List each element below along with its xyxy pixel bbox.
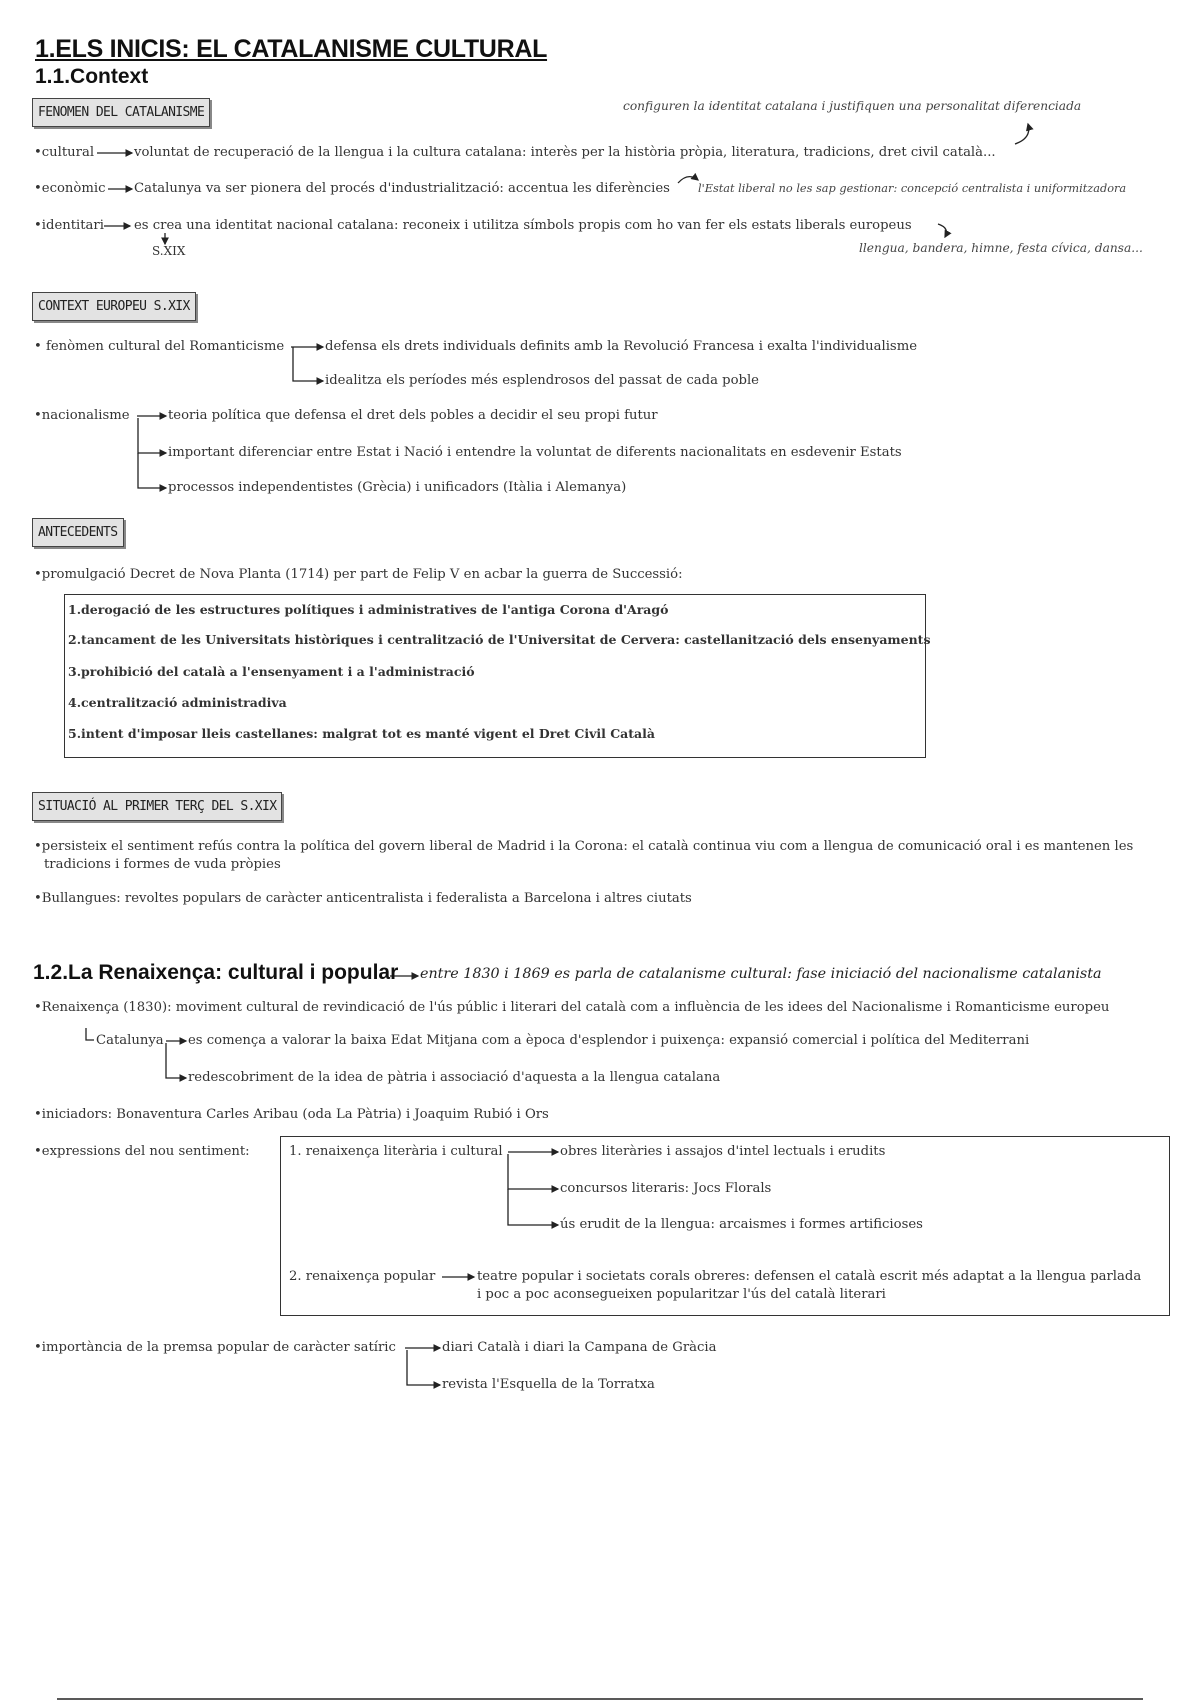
text-premsa-2: revista l'Esquella de la Torratxa [442, 1377, 655, 1392]
text-catalunya-2: redescobriment de la idea de pàtria i associació d'aquesta a la llengua catalana [188, 1070, 721, 1085]
text-pop-2: i poc a poc aconsegueixen popularitzar l'ús del català literari [477, 1287, 886, 1302]
tag-fenomen: FENOMEN DEL CATALANISME [32, 98, 210, 127]
text-nacionalisme-1: teoria política que defensa el dret dels pobles a decidir el seu propi futur [168, 408, 658, 423]
arrow-identitari-note [938, 224, 946, 237]
antecedents-item-3: 3.prohibició del català a l'ensenyament i a l'administració [68, 664, 475, 679]
label-catalunya: Catalunya [96, 1033, 164, 1048]
text-romanticisme-1: defensa els drets individuals definits amb la Revolució Francesa i exalta l'individualisme [325, 339, 918, 354]
text-renaixenca: •Renaixença (1830): moviment cultural de revindicació de l'ús públic i literari del català com a influència de les idees del Nacionalisme i Romanticisme europeu [34, 1000, 1110, 1015]
arrow-renaixenca-catalunya [86, 1028, 94, 1040]
text-situacio-1a: •persisteix el sentiment refús contra la política del govern liberal de Madrid i la Corona: el català continua viu com a llengua de comunicació oral i es mantenen les [34, 839, 1134, 854]
label-nacionalisme: •nacionalisme [34, 408, 130, 423]
tag-antecedents: ANTECEDENTS [32, 518, 124, 547]
antecedents-item-2: 2.tancament de les Universitats històriques i centralització de l'Universitat de Cervera: castellanització dels ensenyaments [68, 632, 931, 647]
text-sxix: S.XIX [152, 244, 186, 258]
text-nacionalisme-2: important diferenciar entre Estat i Nació i entendre la voluntat de diferents nacionalitats en esdevenir Estats [168, 445, 902, 460]
label-cultural: •cultural [34, 145, 95, 160]
text-catalunya-1: es comença a valorar la baixa Edat Mitjana com a època d'esplendor i puixença: expansió comercial i política del Mediterrani [188, 1033, 1030, 1048]
note-identitat: configuren la identitat catalana i justifiquen una personalitat diferenciada [623, 99, 1082, 113]
label-economic: •econòmic [34, 181, 106, 196]
text-premsa-1: diari Català i diari la Campana de Gràcia [442, 1340, 717, 1355]
antecedents-item-4: 4.centralització administradiva [68, 695, 287, 710]
text-romanticisme-2: idealitza els períodes més esplendrosos del passat de cada poble [325, 373, 759, 388]
tag-context-europeu: CONTEXT EUROPEU S.XIX [32, 292, 196, 321]
arrow-cat-2 [166, 1043, 186, 1078]
antecedents-item-5: 5.intent d'imposar lleis castellanes: malgrat tot es manté vigent el Dret Civil Català [68, 726, 655, 741]
text-pop-1: teatre popular i societats corals obreres: defensen el català escrit més adaptat a la llengua parlada [477, 1269, 1142, 1284]
antecedents-item-1: 1.derogació de les estructures polítiques i administratives de l'antiga Corona d'Aragó [68, 602, 669, 617]
label-lit: 1. renaixença literària i cultural [289, 1144, 503, 1159]
label-expressions: •expressions del nou sentiment: [34, 1144, 250, 1159]
text-lit-2: concursos literaris: Jocs Florals [560, 1181, 772, 1196]
text-identitari: es crea una identitat nacional catalana: reconeix i utilitza símbols propis com ho van fer els estats liberals europeus [134, 218, 912, 233]
arrow-nac-3 [138, 453, 166, 488]
page-title: 1.ELS INICIS: EL CATALANISME CULTURAL [35, 35, 548, 63]
heading-note-catalanisme: entre 1830 i 1869 es parla de catalanisme cultural: fase iniciació del nacionalisme catalanista [420, 966, 1102, 982]
label-identitari: •identitari [34, 218, 104, 233]
text-nacionalisme-3: processos independentistes (Grècia) i unificadors (Itàlia i Alemanya) [168, 480, 627, 495]
text-lit-3: ús erudit de la llengua: arcaismes i formes artificioses [560, 1217, 923, 1232]
tag-situacio: SITUACIÓ AL PRIMER TERÇ DEL S.XIX [32, 792, 282, 821]
arrow-economic-note [678, 177, 698, 183]
text-cultural: voluntat de recuperació de la llengua i la cultura catalana: interès per la història pròpia, literatura, tradicions, dret civil català... [134, 145, 996, 160]
text-iniciadors: •iniciadors: Bonaventura Carles Aribau (oda La Pàtria) i Joaquim Rubió i Ors [34, 1107, 549, 1122]
text-bullangues: •Bullangues: revoltes populars de caràcter anticentralista i federalista a Barcelona i altres ciutats [34, 891, 692, 906]
label-romanticisme: • fenòmen cultural del Romanticisme [34, 339, 285, 354]
text-situacio-1b: tradicions i formes de vuda pròpies [44, 857, 281, 872]
arrow-rom-2 [293, 347, 323, 381]
section-1-1-heading: 1.1.Context [35, 65, 149, 88]
arrow-premsa-2 [407, 1350, 440, 1385]
text-economic: Catalunya va ser pionera del procés d'industrialització: accentua les diferències [134, 181, 670, 196]
section-1-2-heading: 1.2.La Renaixença: cultural i popular [33, 961, 399, 984]
text-antecedents-intro: •promulgació Decret de Nova Planta (1714) per part de Felip V en acbar la guerra de Successió: [34, 567, 683, 582]
text-lit-1: obres literàries i assajos d'intel lectuals i erudits [560, 1144, 886, 1159]
note-simbols: llengua, bandera, himne, festa cívica, dansa... [859, 241, 1143, 255]
label-pop: 2. renaixença popular [289, 1269, 436, 1284]
arrow-nac-2 [138, 418, 166, 453]
arrow-note-top [1015, 124, 1029, 144]
label-premsa: •importància de la premsa popular de caràcter satíric [34, 1340, 396, 1355]
note-estat-liberal: l'Estat liberal no les sap gestionar: concepció centralista i uniformitzadora [698, 182, 1127, 195]
